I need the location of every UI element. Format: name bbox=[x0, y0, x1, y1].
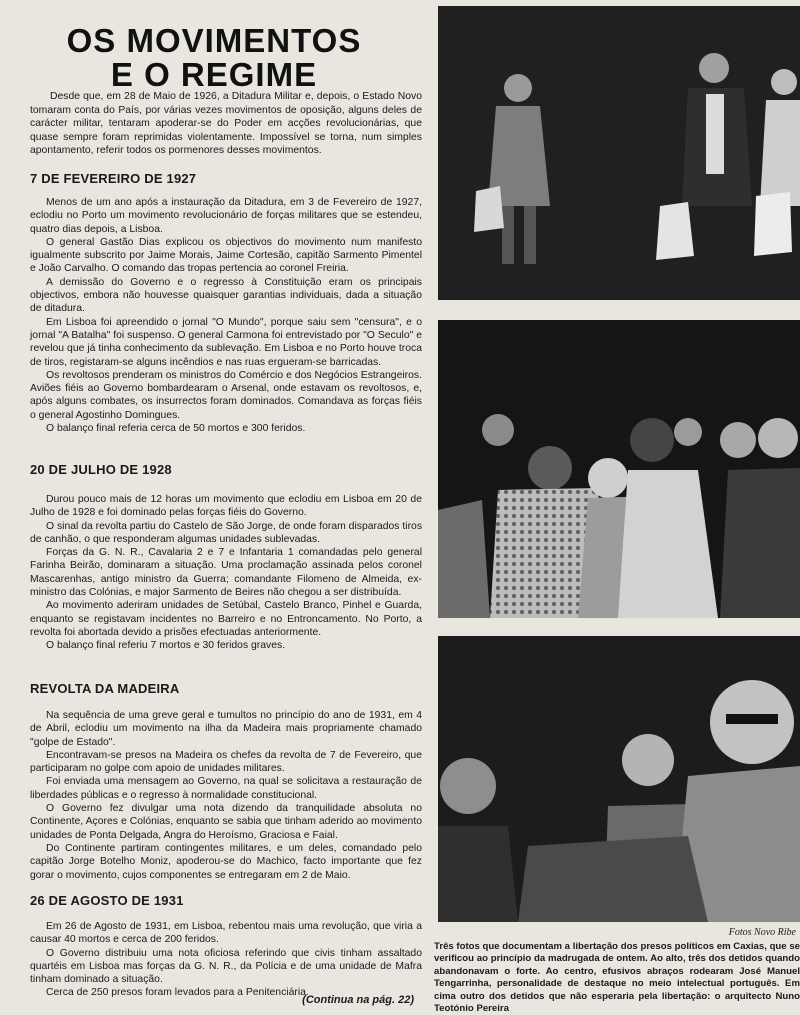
paragraph: O Governo fez divulgar uma nota dizendo da tranquilidade absoluta no Continente, Açores e Colónias, enquanto se sabia que tinham aderido ao movimento unidades de Ponta Delgada, Angra do Heroísmo, Graciosa e Faial. bbox=[30, 803, 422, 841]
photo-detainees-leaving-image bbox=[438, 6, 800, 300]
section-heading-1931: 26 DE AGOSTO DE 1931 bbox=[30, 893, 184, 908]
photo-column bbox=[432, 0, 800, 1013]
paragraph: O sinal da revolta partiu do Castelo de São Jorge, de onde foram disparados tiros de canhão, o que responderam algumas unidades sublevadas. bbox=[30, 520, 423, 545]
photo-caption: Três fotos que documentam a libertação dos presos políticos em Caxias, que se verificou ao princípio da madrugada de ontem. Ao alto, três dos detidos quando abandonavam o forte. Ao centro, efusivos abraços rodearam José Manuel Tengarrinha, personalidade de destaque no meio intelectual português. Em cima outro dos detidos que não esperaria pela libertação: o arquitecto Nuno Teotónio Pereira bbox=[434, 941, 800, 1015]
continuation-note: (Continua na pág. 22) bbox=[302, 994, 414, 1006]
paragraph: O balanço final referiu 7 mortos e 30 feridos graves. bbox=[46, 640, 286, 652]
section-body-1928 bbox=[30, 493, 422, 653]
section-heading-1927: 7 DE FEVEREIRO DE 1927 bbox=[30, 171, 197, 186]
paragraph: Encontravam-se presos na Madeira os chefes da revolta de 7 de Fevereiro, que participaram no golpe com apoio de unidades militares. bbox=[30, 749, 422, 775]
section-body-1927 bbox=[30, 196, 422, 435]
photo-architect-image bbox=[438, 636, 800, 922]
paragraph: O balanço final referia cerca de 50 mortos e 300 feridos. bbox=[46, 423, 306, 435]
section-heading-1928: 20 DE JULHO DE 1928 bbox=[30, 462, 172, 477]
paragraph: A demissão do Governo e o regresso à Constituição eram os principais objectivos, embora não houvesse quaisquer garantias individuais, dada a situação de ditadura. bbox=[30, 276, 422, 315]
article-title bbox=[0, 22, 428, 92]
paragraph: Foi enviada uma mensagem ao Governo, na qual se solicitava a restauração de liberdades públicas e o regresso à normalidade constitucional. bbox=[30, 776, 422, 801]
photo-credit: Fotos Novo Ribe bbox=[728, 927, 796, 938]
paragraph: Forças da G. N. R., Cavalaria 2 e 7 e Infantaria 1 comandadas pelo general Farinha Beirão, dominaram a situação. Uma proclamação assinada pelos coronel Mascarenhas, antigo ministro da Guerra; comandante Filomeno de Almeida, ex-ministro das Colónias, e major Sarmento de Beires não chegou a ser distribuída. bbox=[30, 547, 422, 599]
section-body-1931 bbox=[30, 920, 422, 1000]
photo-embraces-image bbox=[438, 320, 800, 618]
paragraph: Em 26 de Agosto de 1931, em Lisboa, rebentou mais uma revolução, que viria a causar 40 mortos e cerca de 200 feridos. bbox=[30, 921, 422, 946]
intro-paragraph: Desde que, em 28 de Maio de 1926, a Ditadura Militar e, depois, o Estado Novo tomaram conta do País, por várias vezes movimentos de oposição, alguns deles de carácter militar, tentaram apoderar-se do Poder em acções revolucionárias, que quase sempre foram reprimidas violentamente. Impossível se torna, num simples apontamento, referir todos os pormenores desses movimentos. bbox=[30, 91, 422, 157]
title-line-2: E O REGIME bbox=[110, 56, 318, 94]
photo-detainees-leaving bbox=[438, 6, 800, 300]
photo-embraces bbox=[438, 320, 800, 618]
section-body-madeira bbox=[30, 709, 422, 882]
paragraph: Os revoltosos prenderam os ministros do Comércio e dos Negócios Estrangeiros. Aviões fiéis ao Governo bombardearam o Arsenal, onde estavam os revoltosos, e, após alguns combates, os insurrectos foram dominados. Comandava as forças fiéis o general Agostinho Domingues. bbox=[30, 369, 422, 421]
section-heading-madeira: REVOLTA DA MADEIRA bbox=[30, 681, 180, 696]
photo-architect bbox=[438, 636, 800, 922]
paragraph: Em Lisboa foi apreendido o jornal "O Mundo", porque saiu sem "censura", e o jornal "A Batalha" foi suspenso. O general Carmona foi entrevistado por "O Seculo" e revelou que já tinha conhecimento da sublevação. Em Lisboa e no Porto houve troca de tiros, registaram-se alguns incêndios e nas ruas ergueram-se barricadas. bbox=[30, 316, 422, 368]
title-line-1: OS MOVIMENTOS bbox=[66, 22, 362, 60]
paragraph: Durou pouco mais de 12 horas um movimento que eclodiu em Lisboa em 20 de Julho de 1928 e foi dominado pelas forças fiéis do Governo. bbox=[30, 494, 422, 519]
paragraph: Cerca de 250 presos foram levados para a Penitenciária. bbox=[46, 987, 309, 999]
paragraph: O general Gastão Dias explicou os objectivos do movimento num manifesto igualmente subscrito por Jaime Morais, Jaime Cortesão, capitão Sarmento Pimentel e João Carvalho. O comando das tropas pertencia ao coronel Freiria. bbox=[30, 236, 422, 275]
paragraph: Menos de um ano após a instauração da Ditadura, em 3 de Fevereiro de 1927, eclodiu no Porto um movimento revolucionário de forças militares que se estendeu, quatro dias depois, a Lisboa. bbox=[30, 197, 422, 235]
paragraph: O Governo distribuiu uma nota oficiosa referindo que civis tinham assaltado quartéis em Lisboa mas forças da G. N. R., da Polícia e de uma unidade de Mafra tinham dominado a situação. bbox=[30, 947, 422, 986]
paragraph: Na sequência de uma greve geral e tumultos no princípio do ano de 1931, em 4 de Abril, eclodiu um movimento na ilha da Madeira mais propriamente chamado "golpe de Estado". bbox=[30, 710, 422, 748]
paragraph: Ao movimento aderiram unidades de Setúbal, Castelo Branco, Pinhel e Guarda, enquanto se registavam incidentes no Barreiro e no Entroncamento. No Porto, a revolta foi abortada devido a prisões efectuadas anteriormente. bbox=[30, 600, 422, 638]
paragraph: Do Continente partiram contingentes militares, e um deles, comandado pelo capitão Jorge Botelho Moniz, apoderou-se do Machico, facto importante que fez gorar o movimento, cujos componentes se entregaram em 2 de Maio. bbox=[30, 842, 422, 881]
